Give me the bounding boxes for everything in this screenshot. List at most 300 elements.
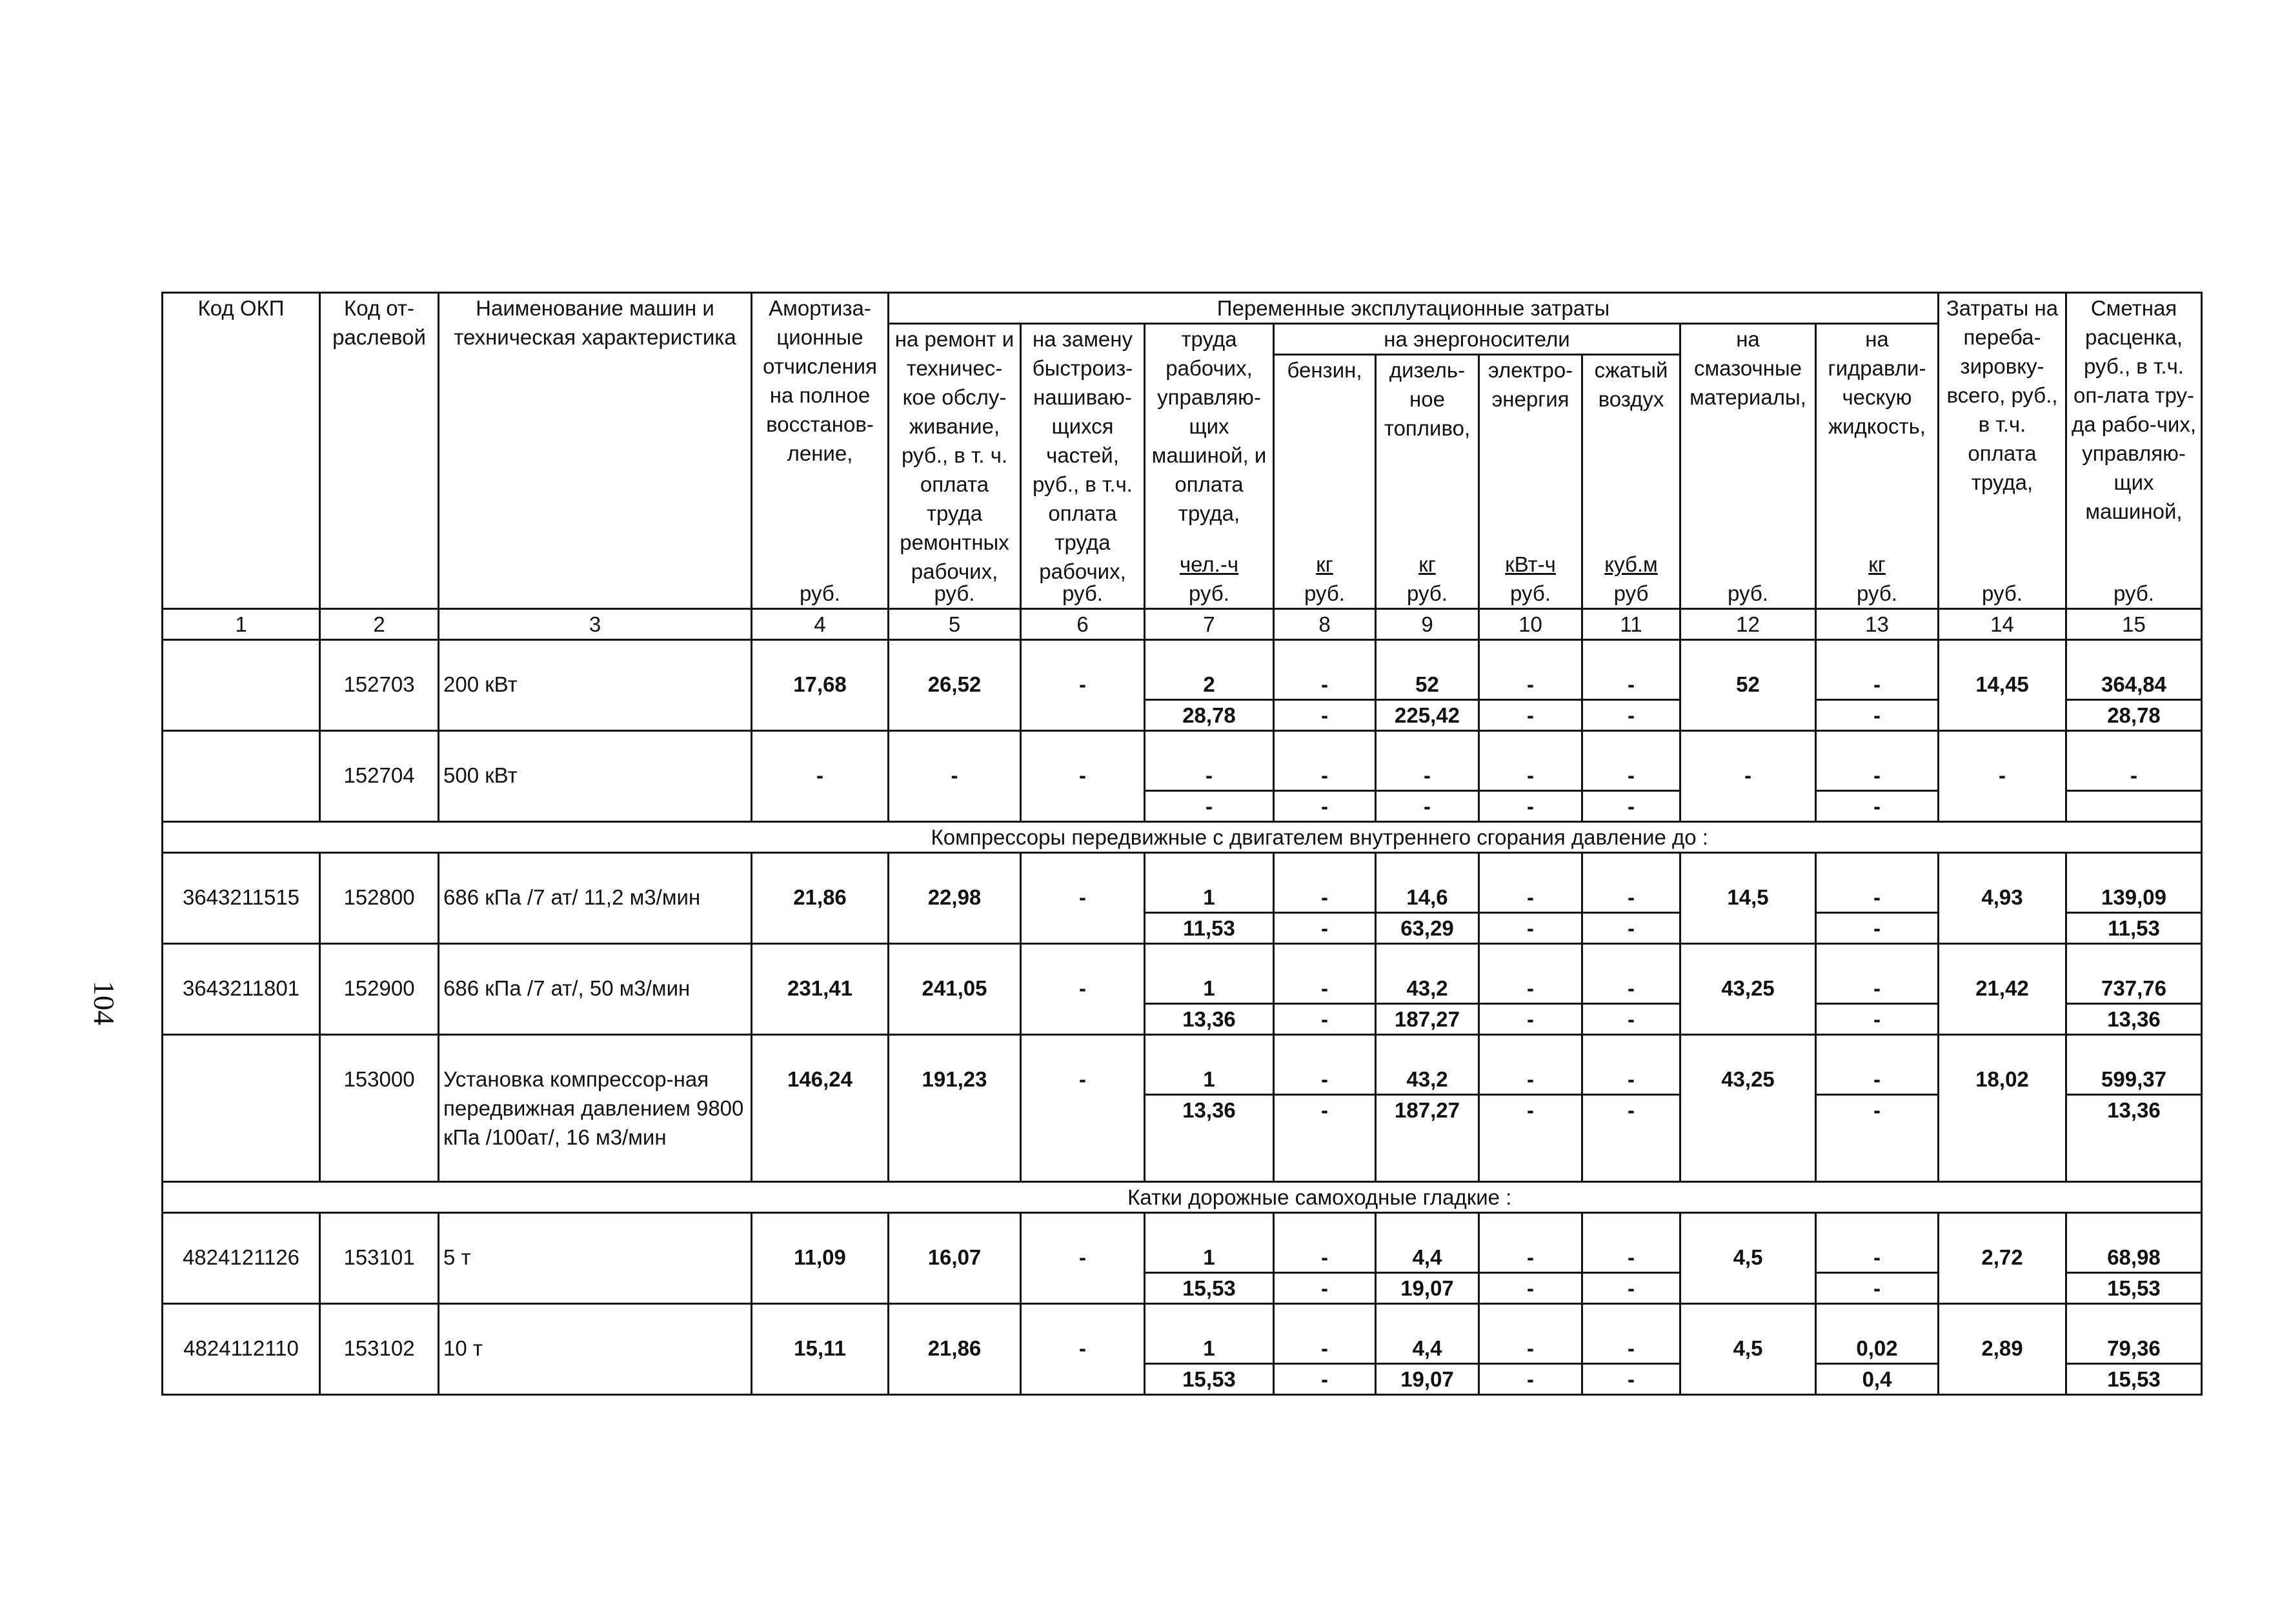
labor-cell-labor-pay: 13,36 (1182, 1007, 1236, 1031)
hydraulic-cell (1816, 853, 1939, 944)
relocation-cell (1939, 1213, 2066, 1304)
hydraulic-cell (1816, 1035, 1939, 1182)
column-number: 8 (1274, 609, 1376, 640)
labor-cell-value: 1 (1145, 1036, 1273, 1096)
electricity-cell-value: - (1480, 854, 1581, 914)
amortization-cell-value: 231,41 (787, 976, 852, 1000)
diesel-cell (1376, 731, 1479, 822)
hydraulic-cell-value: - (1817, 945, 1937, 1005)
electricity-cell-labor-pay: - (1527, 916, 1534, 940)
machine-name-cell: 500 кВт (439, 731, 752, 822)
parts-cell (1021, 640, 1145, 731)
header-labor (1145, 324, 1274, 609)
hydraulic-cell-value: - (1817, 1214, 1937, 1274)
lubricants-cell-value: 14,5 (1727, 885, 1769, 909)
estimate-rate-cell-labor-pay: 28,78 (2107, 703, 2161, 727)
air-cell-value: - (1583, 641, 1679, 701)
amortization-cell (752, 1213, 889, 1304)
gasoline-cell-value: - (1275, 1214, 1375, 1274)
air-cell (1582, 1035, 1680, 1182)
labor-cell (1145, 853, 1274, 944)
gasoline-cell-labor-pay: - (1321, 1276, 1328, 1300)
header-electricity-unit1: кВт-ч (1505, 552, 1556, 576)
repair-cell (889, 1304, 1021, 1395)
branch-code-cell: 153102 (320, 1304, 439, 1395)
machine-name-cell: 10 т (439, 1304, 752, 1395)
section-spacer (163, 1182, 439, 1213)
gasoline-cell-labor-pay: - (1321, 794, 1328, 818)
electricity-cell-labor-pay: - (1527, 1276, 1534, 1300)
hydraulic-cell-labor-pay: 0,4 (1862, 1367, 1892, 1391)
lubricants-cell-value: 43,25 (1721, 976, 1775, 1000)
column-number: 10 (1479, 609, 1582, 640)
air-cell-value: - (1583, 1036, 1679, 1096)
lubricants-cell (1680, 1304, 1816, 1395)
estimate-rate-cell (2066, 640, 2202, 731)
estimate-rate-cell-labor-pay: 13,36 (2107, 1007, 2161, 1031)
gasoline-cell (1274, 640, 1376, 731)
diesel-cell-value: 52 (1377, 641, 1478, 701)
repair-cell (889, 1213, 1021, 1304)
diesel-cell-labor-pay: 19,07 (1400, 1367, 1454, 1391)
air-cell-labor-pay: - (1628, 1276, 1635, 1300)
hydraulic-cell-labor-pay: - (1873, 1007, 1881, 1031)
air-cell-labor-pay: - (1628, 1098, 1635, 1122)
header-electricity (1479, 355, 1582, 609)
estimate-rate-cell (2066, 1213, 2202, 1304)
repair-cell-value: 241,05 (922, 976, 987, 1000)
diesel-cell (1376, 640, 1479, 731)
header-parts-text: на замену быстроиз-нашиваю-щихся частей, руб., в т.ч. оплата труда рабочих, (1032, 327, 1133, 583)
labor-cell-labor-pay: 15,53 (1182, 1367, 1236, 1391)
amortization-cell (752, 944, 889, 1035)
estimate-rate-cell (2066, 731, 2202, 822)
hydraulic-cell-value: - (1817, 641, 1937, 701)
okp-code-cell: 4824121126 (163, 1213, 320, 1304)
header-repair (889, 324, 1021, 609)
diesel-cell (1376, 853, 1479, 944)
electricity-cell-labor-pay: - (1527, 1007, 1534, 1031)
amortization-cell-value: 15,11 (794, 1336, 846, 1360)
hydraulic-cell-labor-pay: - (1873, 1276, 1881, 1300)
okp-code-cell: 3643211801 (163, 944, 320, 1035)
air-cell (1582, 1213, 1680, 1304)
header-amortization-unit: руб. (800, 581, 840, 605)
relocation-cell-value: 2,72 (1981, 1245, 2023, 1269)
column-number: 7 (1145, 609, 1274, 640)
estimate-rate-cell-labor-pay: 13,36 (2107, 1098, 2161, 1122)
diesel-cell-value: 43,2 (1377, 945, 1478, 1005)
relocation-cell-value: - (1999, 763, 2006, 787)
labor-cell (1145, 1035, 1274, 1182)
repair-cell-value: 22,98 (927, 885, 982, 909)
air-cell-labor-pay: - (1628, 794, 1635, 818)
header-gasoline-text: бензин, (1287, 358, 1362, 382)
relocation-cell (1939, 640, 2066, 731)
electricity-cell (1479, 1035, 1582, 1182)
air-cell-value: - (1583, 945, 1679, 1005)
gasoline-cell-value: - (1275, 945, 1375, 1005)
gasoline-cell-value: - (1275, 854, 1375, 914)
table-row (163, 640, 2202, 731)
header-gasoline-unit2: руб. (1304, 581, 1345, 605)
column-number: 12 (1680, 609, 1816, 640)
parts-cell-value: - (1079, 763, 1086, 787)
gasoline-cell-labor-pay: - (1321, 703, 1328, 727)
electricity-cell (1479, 1304, 1582, 1395)
relocation-cell (1939, 944, 2066, 1035)
header-electricity-unit2: руб. (1510, 581, 1551, 605)
table-row (163, 1213, 2202, 1304)
section-spacer (163, 822, 439, 853)
gasoline-cell-value: - (1275, 732, 1375, 792)
hydraulic-cell-value: - (1817, 854, 1937, 914)
labor-cell (1145, 731, 1274, 822)
air-cell-value: - (1583, 854, 1679, 914)
header-relocation-unit: руб. (1982, 581, 2023, 605)
parts-cell (1021, 1304, 1145, 1395)
repair-cell (889, 853, 1021, 944)
diesel-cell (1376, 944, 1479, 1035)
table-row (163, 853, 2202, 944)
hydraulic-cell (1816, 1304, 1939, 1395)
electricity-cell (1479, 640, 1582, 731)
machine-name-cell: 686 кПа /7 ат/, 50 м3/мин (439, 944, 752, 1035)
hydraulic-cell-value: - (1817, 1036, 1937, 1096)
gasoline-cell-labor-pay: - (1321, 1007, 1328, 1031)
machine-name-cell: 5 т (439, 1213, 752, 1304)
repair-cell (889, 1035, 1021, 1182)
repair-cell (889, 944, 1021, 1035)
hydraulic-cell-labor-pay: - (1873, 794, 1881, 818)
header-okp: Код ОКП (163, 293, 320, 609)
diesel-cell-labor-pay: 187,27 (1395, 1007, 1460, 1031)
header-relocation-text: Затраты на переба-зировку-всего, руб., в т.ч. оплата труда, (1946, 296, 2059, 494)
lubricants-cell-value: 4,5 (1733, 1336, 1763, 1360)
table-row (163, 1304, 2202, 1395)
electricity-cell-value: - (1480, 1036, 1581, 1096)
labor-cell (1145, 1304, 1274, 1395)
hydraulic-cell-labor-pay: - (1873, 703, 1881, 727)
electricity-cell (1479, 944, 1582, 1035)
diesel-cell-labor-pay: 225,42 (1395, 703, 1460, 727)
gasoline-cell-labor-pay: - (1321, 1367, 1328, 1391)
section-heading: Компрессоры передвижные с двигателем внутреннего сгорания давление до : (439, 822, 2202, 853)
table-row (163, 944, 2202, 1035)
header-branch-code: Код от-раслевой (320, 293, 439, 609)
hydraulic-cell (1816, 1213, 1939, 1304)
labor-cell-labor-pay: 15,53 (1182, 1276, 1236, 1300)
column-number: 5 (889, 609, 1021, 640)
estimate-rate-cell-labor-pay: 11,53 (2108, 916, 2160, 940)
repair-cell-value: 26,52 (927, 672, 982, 696)
diesel-cell-value: 4,4 (1377, 1214, 1478, 1274)
column-number: 13 (1816, 609, 1939, 640)
section-heading: Катки дорожные самоходные гладкие : (439, 1182, 2202, 1213)
electricity-cell-value: - (1480, 641, 1581, 701)
header-hydraulic-text: на гидравли-ческую жидкость, (1828, 327, 1926, 438)
diesel-cell-value: 14,6 (1377, 854, 1478, 914)
relocation-cell (1939, 853, 2066, 944)
lubricants-cell (1680, 944, 1816, 1035)
header-relocation (1939, 293, 2066, 609)
electricity-cell-labor-pay: - (1527, 794, 1534, 818)
air-cell (1582, 944, 1680, 1035)
labor-cell-value: 1 (1145, 1214, 1273, 1274)
air-cell-labor-pay: - (1628, 703, 1635, 727)
relocation-cell-value: 2,89 (1981, 1336, 2023, 1360)
gasoline-cell-value: - (1275, 641, 1375, 701)
gasoline-cell (1274, 853, 1376, 944)
lubricants-cell (1680, 853, 1816, 944)
header-energy: на энергоносители (1274, 324, 1680, 355)
parts-cell-value: - (1079, 1336, 1086, 1360)
header-lubricants-text: на смазочные материалы, (1690, 327, 1806, 409)
estimate-rate-cell-value: - (2067, 732, 2201, 792)
estimate-rate-cell-value: 79,36 (2067, 1305, 2201, 1365)
diesel-cell-labor-pay: 19,07 (1400, 1276, 1454, 1300)
gasoline-cell (1274, 1213, 1376, 1304)
amortization-cell (752, 731, 889, 822)
air-cell-labor-pay: - (1628, 1367, 1635, 1391)
okp-code-cell (163, 1035, 320, 1182)
header-gasoline-unit1: кг (1316, 552, 1333, 576)
column-number-row (163, 609, 2202, 640)
header-hydraulic (1816, 324, 1939, 609)
electricity-cell-labor-pay: - (1527, 1098, 1534, 1122)
air-cell (1582, 1304, 1680, 1395)
relocation-cell-value: 14,45 (1975, 672, 2029, 696)
estimate-rate-cell-value: 68,98 (2067, 1214, 2201, 1274)
labor-cell (1145, 640, 1274, 731)
lubricants-cell (1680, 1213, 1816, 1304)
parts-cell-value: - (1079, 885, 1086, 909)
labor-cell (1145, 1213, 1274, 1304)
relocation-cell (1939, 1035, 2066, 1182)
column-number: 3 (439, 609, 752, 640)
repair-cell-value: 16,07 (927, 1245, 982, 1269)
repair-cell (889, 640, 1021, 731)
air-cell-value: - (1583, 732, 1679, 792)
parts-cell (1021, 1213, 1145, 1304)
header-labor-text: труда рабочих, управляю-щих машиной, и оплата труда, (1151, 327, 1267, 525)
air-cell-labor-pay: - (1628, 1007, 1635, 1031)
labor-cell-value: 1 (1145, 854, 1273, 914)
column-number: 4 (752, 609, 889, 640)
amortization-cell-value: 146,24 (787, 1067, 852, 1091)
table-row (163, 731, 2202, 822)
okp-code-cell: 3643211515 (163, 853, 320, 944)
page-number: 104 (88, 981, 121, 1025)
section-heading-row (163, 822, 2202, 853)
header-hydraulic-unit2: руб. (1857, 581, 1897, 605)
estimate-rate-cell-value: 139,09 (2067, 854, 2201, 914)
lubricants-cell-value: 4,5 (1733, 1245, 1763, 1269)
hydraulic-cell (1816, 944, 1939, 1035)
diesel-cell-value: 4,4 (1377, 1305, 1478, 1365)
header-variable-costs: Переменные эксплутационные затраты (889, 293, 1939, 324)
branch-code-cell: 152900 (320, 944, 439, 1035)
gasoline-cell-value: - (1275, 1305, 1375, 1365)
amortization-cell (752, 1035, 889, 1182)
header-repair-unit: руб. (934, 581, 975, 605)
repair-cell-value: 191,23 (922, 1067, 987, 1091)
lubricants-cell (1680, 731, 1816, 822)
estimate-rate-cell-labor-pay (2071, 792, 2197, 821)
electricity-cell-value: - (1480, 732, 1581, 792)
electricity-cell-labor-pay: - (1527, 703, 1534, 727)
estimate-rate-cell-value: 599,37 (2067, 1036, 2201, 1096)
header-labor-unit1: чел.-ч (1179, 552, 1239, 576)
amortization-cell-value: 11,09 (794, 1245, 846, 1269)
hydraulic-cell-value: - (1817, 732, 1937, 792)
air-cell (1582, 853, 1680, 944)
diesel-cell (1376, 1035, 1479, 1182)
estimate-rate-cell-value: 737,76 (2067, 945, 2201, 1005)
header-lubricants (1680, 324, 1816, 609)
header-labor-unit2: руб. (1189, 581, 1229, 605)
machine-name-cell: Установка компрессор-ная передвижная давлением 9800 кПа /100ат/, 16 м3/мин (439, 1035, 752, 1182)
diesel-cell-labor-pay: 187,27 (1395, 1098, 1460, 1122)
labor-cell-value: 1 (1145, 1305, 1273, 1365)
estimate-rate-cell (2066, 853, 2202, 944)
hydraulic-cell-labor-pay: - (1873, 916, 1881, 940)
estimate-rate-cell (2066, 1035, 2202, 1182)
air-cell (1582, 731, 1680, 822)
air-cell (1582, 640, 1680, 731)
column-number: 15 (2066, 609, 2202, 640)
electricity-cell-value: - (1480, 1214, 1581, 1274)
lubricants-cell-value: - (1744, 763, 1751, 787)
hydraulic-cell-labor-pay: - (1873, 1098, 1881, 1122)
column-number: 9 (1376, 609, 1479, 640)
estimate-rate-cell-labor-pay: 15,53 (2107, 1367, 2161, 1391)
estimate-rate-cell (2066, 1304, 2202, 1395)
header-lubricants-unit: руб. (1728, 581, 1768, 605)
estimate-rate-cell-value: 364,84 (2067, 641, 2201, 701)
electricity-cell (1479, 731, 1582, 822)
labor-cell-labor-pay: 13,36 (1182, 1098, 1236, 1122)
header-estimate-rate-unit: руб. (2114, 581, 2154, 605)
column-number: 2 (320, 609, 439, 640)
diesel-cell-labor-pay: - (1424, 794, 1431, 818)
amortization-cell (752, 640, 889, 731)
gasoline-cell (1274, 944, 1376, 1035)
parts-cell-value: - (1079, 1245, 1086, 1269)
machine-name-cell: 200 кВт (439, 640, 752, 731)
parts-cell (1021, 731, 1145, 822)
labor-cell-value: 1 (1145, 945, 1273, 1005)
parts-cell (1021, 944, 1145, 1035)
relocation-cell-value: 21,42 (1975, 976, 2029, 1000)
hydraulic-cell (1816, 640, 1939, 731)
air-cell-labor-pay: - (1628, 916, 1635, 940)
header-parts (1021, 324, 1145, 609)
header-estimate-rate (2066, 293, 2202, 609)
relocation-cell (1939, 1304, 2066, 1395)
column-number: 1 (163, 609, 320, 640)
okp-code-cell (163, 640, 320, 731)
header-diesel-unit2: руб. (1407, 581, 1448, 605)
relocation-cell-value: 4,93 (1981, 885, 2023, 909)
labor-cell-labor-pay: 28,78 (1182, 703, 1236, 727)
header-repair-text: на ремонт и техничес-кое обслу-живание, руб., в т. ч. оплата труда ремонтных рабочих, (894, 327, 1014, 583)
okp-code-cell: 4824112110 (163, 1304, 320, 1395)
header-amortization-text: Амортиза-ционные отчисления на полное восстанов-ление, (762, 296, 877, 465)
header-estimate-rate-text: Сметная расценка, руб., в т.ч. оп-лата тру-да рабо-чих, управляю-щих машиной, (2071, 296, 2197, 523)
repair-cell (889, 731, 1021, 822)
relocation-cell-value: 18,02 (1975, 1067, 2029, 1091)
diesel-cell-value: - (1377, 732, 1478, 792)
branch-code-cell: 153000 (320, 1035, 439, 1182)
diesel-cell-value: 43,2 (1377, 1036, 1478, 1096)
parts-cell-value: - (1079, 1067, 1086, 1091)
table-row (163, 1035, 2202, 1182)
amortization-cell (752, 853, 889, 944)
header-air-unit2: руб (1613, 581, 1649, 605)
gasoline-cell-labor-pay: - (1321, 1098, 1328, 1122)
parts-cell-value: - (1079, 976, 1086, 1000)
amortization-cell-value: 21,86 (793, 885, 847, 909)
header-machine-name: Наименование машин и техническая характеристика (439, 293, 752, 609)
hydraulic-cell-value: 0,02 (1817, 1305, 1937, 1365)
relocation-cell (1939, 731, 2066, 822)
header-air (1582, 355, 1680, 609)
amortization-cell-value: 17,68 (793, 672, 847, 696)
parts-cell-value: - (1079, 672, 1086, 696)
branch-code-cell: 152703 (320, 640, 439, 731)
section-heading-row (163, 1182, 2202, 1213)
header-gasoline (1274, 355, 1376, 609)
estimate-rate-cell-labor-pay: 15,53 (2107, 1276, 2161, 1300)
repair-cell-value: - (951, 763, 958, 787)
labor-cell-labor-pay: - (1206, 794, 1213, 818)
electricity-cell-labor-pay: - (1527, 1367, 1534, 1391)
estimate-rate-cell (2066, 944, 2202, 1035)
amortization-cell-value: - (816, 763, 823, 787)
lubricants-cell (1680, 1035, 1816, 1182)
amortization-cell (752, 1304, 889, 1395)
column-number: 6 (1021, 609, 1145, 640)
header-air-unit1: куб.м (1604, 552, 1658, 576)
repair-cell-value: 21,86 (927, 1336, 982, 1360)
header-diesel-text: дизель-ное топливо, (1384, 358, 1471, 440)
electricity-cell-value: - (1480, 945, 1581, 1005)
gasoline-cell (1274, 731, 1376, 822)
labor-cell-labor-pay: 11,53 (1183, 916, 1235, 940)
electricity-cell-value: - (1480, 1305, 1581, 1365)
labor-cell-value: - (1145, 732, 1273, 792)
machine-name-cell: 686 кПа /7 ат/ 11,2 м3/мин (439, 853, 752, 944)
lubricants-cell-value: 43,25 (1721, 1067, 1775, 1091)
gasoline-cell (1274, 1035, 1376, 1182)
lubricants-cell-value: 52 (1736, 672, 1760, 696)
branch-code-cell: 153101 (320, 1213, 439, 1304)
gasoline-cell-labor-pay: - (1321, 916, 1328, 940)
header-electricity-text: электро-энергия (1488, 358, 1573, 411)
electricity-cell (1479, 853, 1582, 944)
branch-code-cell: 152800 (320, 853, 439, 944)
parts-cell (1021, 1035, 1145, 1182)
table-body (163, 640, 2202, 1395)
labor-cell (1145, 944, 1274, 1035)
gasoline-cell (1274, 1304, 1376, 1395)
hydraulic-cell (1816, 731, 1939, 822)
header-amortization (752, 293, 889, 609)
gasoline-cell-value: - (1275, 1036, 1375, 1096)
diesel-cell (1376, 1213, 1479, 1304)
cost-table-sheet (161, 292, 2203, 1396)
